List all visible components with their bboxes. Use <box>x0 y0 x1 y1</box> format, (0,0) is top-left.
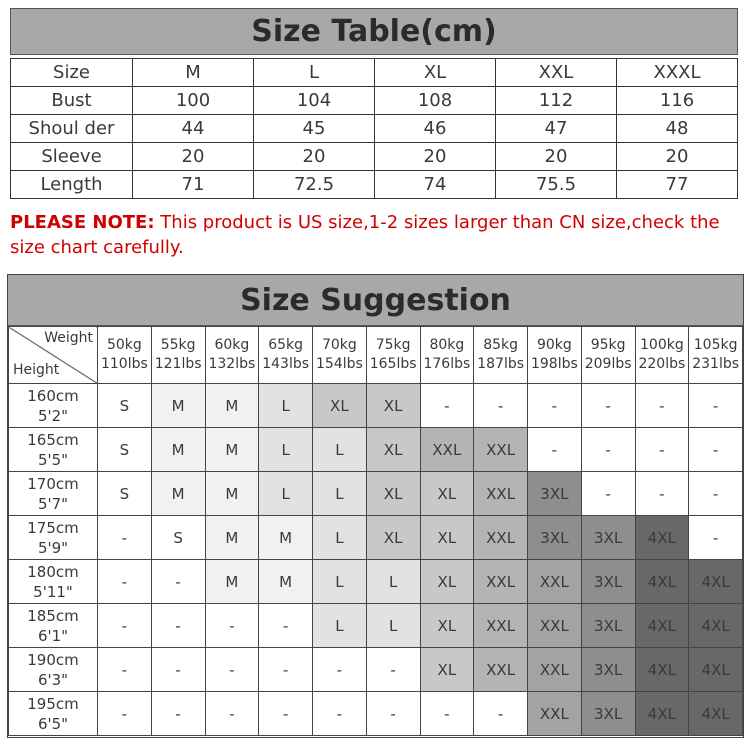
size-table-row <box>11 143 738 171</box>
size-suggestion-cell: M <box>259 516 313 560</box>
size-suggestion-cell: 4XL <box>689 692 743 736</box>
size-table-title: Size Table(cm) <box>10 8 738 55</box>
size-suggestion-cell: - <box>151 648 205 692</box>
weight-lbs: 143lbs <box>262 356 310 372</box>
note-label: PLEASE NOTE: <box>10 212 155 233</box>
size-table-cell: 108 <box>375 87 496 115</box>
size-table-row-label: Size <box>11 59 133 87</box>
size-suggestion-cell: - <box>581 428 635 472</box>
size-suggestion-cell: - <box>151 604 205 648</box>
size-suggestion-cell: 4XL <box>689 560 743 604</box>
size-suggestion-cell: M <box>205 472 259 516</box>
size-suggestion-cell: 3XL <box>528 472 582 516</box>
size-suggestion-cell: XL <box>420 604 474 648</box>
size-suggestion-cell: L <box>313 604 367 648</box>
size-suggestion-cell: - <box>689 384 743 428</box>
size-suggestion-cell: XL <box>420 472 474 516</box>
size-suggestion-cell: L <box>313 560 367 604</box>
size-suggestion-cell: XL <box>366 384 420 428</box>
size-suggestion-cell: XXL <box>474 472 528 516</box>
weight-header-row <box>9 327 743 384</box>
height-ft: 5'5" <box>37 450 69 469</box>
size-suggestion-cell: L <box>313 428 367 472</box>
weight-header-cell <box>420 327 474 384</box>
height-cm: 165cm <box>27 430 79 449</box>
size-suggestion-cell: - <box>151 560 205 604</box>
weight-lbs: 121lbs <box>154 356 202 372</box>
size-suggestion-cell: XL <box>420 560 474 604</box>
size-suggestion-cell: 4XL <box>689 648 743 692</box>
height-ft: 5'7" <box>37 494 69 513</box>
weight-lbs: 132lbs <box>208 356 256 372</box>
size-suggestion-cell: 4XL <box>635 604 689 648</box>
size-suggestion-title: Size Suggestion <box>8 275 743 326</box>
size-suggestion-cell: 4XL <box>635 648 689 692</box>
height-cell <box>9 604 98 648</box>
weight-lbs: 209lbs <box>584 356 632 372</box>
size-suggestion-cell: - <box>689 472 743 516</box>
height-row <box>9 472 743 516</box>
weight-header-cell <box>366 327 420 384</box>
size-suggestion-cell: 3XL <box>581 560 635 604</box>
size-table-row-label: Length <box>11 171 133 199</box>
weight-kg: 105kg <box>693 337 738 353</box>
size-suggestion-cell: XXL <box>474 648 528 692</box>
size-table-cell: 46 <box>375 115 496 143</box>
size-suggestion-cell: XL <box>366 472 420 516</box>
size-table-cell: 20 <box>133 143 254 171</box>
size-suggestion-cell: M <box>205 560 259 604</box>
size-suggestion-cell: XXL <box>420 428 474 472</box>
size-suggestion-cell: 3XL <box>581 604 635 648</box>
size-table-cell: 48 <box>617 115 738 143</box>
note-text: This product is US size,1-2 sizes larger than CN size,check the size chart carefully. <box>10 212 720 258</box>
weight-lbs: 187lbs <box>477 356 525 372</box>
height-ft: 6'5" <box>37 714 69 733</box>
size-suggestion-cell: M <box>205 384 259 428</box>
weight-lbs: 220lbs <box>638 356 686 372</box>
height-ft: 5'2" <box>37 406 69 425</box>
size-table-row <box>11 87 738 115</box>
size-suggestion-cell: - <box>474 384 528 428</box>
size-suggestion-cell: S <box>98 472 152 516</box>
size-suggestion-cell: XL <box>420 648 474 692</box>
size-table-row <box>11 115 738 143</box>
size-suggestion-cell: XL <box>313 384 367 428</box>
size-table-cell: 20 <box>254 143 375 171</box>
weight-lbs: 176lbs <box>423 356 471 372</box>
size-table-cell: 74 <box>375 171 496 199</box>
weight-header-cell <box>98 327 152 384</box>
size-suggestion-cell: - <box>205 648 259 692</box>
size-table-cell: 44 <box>133 115 254 143</box>
size-table-cell: L <box>254 59 375 87</box>
size-suggestion-cell: L <box>259 428 313 472</box>
size-suggestion-panel <box>7 274 744 738</box>
height-cell <box>9 384 98 428</box>
size-table-cell: 47 <box>496 115 617 143</box>
size-suggestion-cell: - <box>420 384 474 428</box>
height-cm: 170cm <box>27 474 79 493</box>
height-cm: 195cm <box>27 694 79 713</box>
height-cm: 190cm <box>27 650 79 669</box>
size-suggestion-cell: XL <box>366 428 420 472</box>
size-suggestion-cell: - <box>635 384 689 428</box>
size-suggestion-cell: 4XL <box>689 604 743 648</box>
size-suggestion-cell: M <box>205 428 259 472</box>
size-table-cell: 72.5 <box>254 171 375 199</box>
size-suggestion-cell: - <box>205 604 259 648</box>
size-table-cell: 45 <box>254 115 375 143</box>
weight-kg: 65kg <box>268 337 304 353</box>
size-suggestion-cell: XXL <box>474 516 528 560</box>
size-suggestion-cell: - <box>98 604 152 648</box>
weight-kg: 90kg <box>536 337 572 353</box>
size-note <box>10 210 740 260</box>
weight-lbs: 165lbs <box>369 356 417 372</box>
weight-header-cell <box>689 327 743 384</box>
size-suggestion-cell: XXL <box>528 692 582 736</box>
height-ft: 6'1" <box>37 626 69 645</box>
size-suggestion-cell: XXL <box>474 604 528 648</box>
size-suggestion-cell: S <box>151 516 205 560</box>
height-row <box>9 516 743 560</box>
size-suggestion-cell: M <box>259 560 313 604</box>
size-table-row-label: Sleeve <box>11 143 133 171</box>
size-suggestion-cell: 3XL <box>581 516 635 560</box>
weight-header-cell <box>474 327 528 384</box>
size-suggestion-cell: - <box>366 648 420 692</box>
size-suggestion-cell: M <box>151 428 205 472</box>
weight-lbs: 110lbs <box>100 356 148 372</box>
size-suggestion-cell: 3XL <box>528 516 582 560</box>
weight-kg: 70kg <box>321 337 357 353</box>
size-suggestion-cell: - <box>313 692 367 736</box>
size-suggestion-cell: - <box>689 516 743 560</box>
size-suggestion-cell: L <box>313 516 367 560</box>
size-suggestion-cell: - <box>420 692 474 736</box>
weight-kg: 60kg <box>214 337 250 353</box>
weight-header-cell <box>205 327 259 384</box>
size-suggestion-cell: L <box>313 472 367 516</box>
size-table-row-label: Shoul der <box>11 115 133 143</box>
size-table-cell: 20 <box>617 143 738 171</box>
size-suggestion-cell: L <box>366 604 420 648</box>
weight-kg: 85kg <box>483 337 519 353</box>
size-table-cell: 20 <box>375 143 496 171</box>
size-suggestion-cell: - <box>259 692 313 736</box>
weight-header-cell <box>259 327 313 384</box>
weight-header-cell <box>151 327 205 384</box>
size-table <box>10 58 738 199</box>
size-suggestion-cell: 3XL <box>581 648 635 692</box>
size-table-cell: 100 <box>133 87 254 115</box>
size-suggestion-cell: XL <box>366 516 420 560</box>
height-row <box>9 692 743 736</box>
size-table-cell: M <box>133 59 254 87</box>
weight-header-cell <box>635 327 689 384</box>
height-row <box>9 384 743 428</box>
size-suggestion-cell: 4XL <box>635 516 689 560</box>
height-cell <box>9 560 98 604</box>
height-ft: 5'9" <box>37 538 69 557</box>
size-table-cell: 112 <box>496 87 617 115</box>
size-suggestion-cell: L <box>259 384 313 428</box>
size-table-cell: 20 <box>496 143 617 171</box>
size-suggestion-cell: - <box>689 428 743 472</box>
weight-header-cell <box>313 327 367 384</box>
height-row <box>9 428 743 472</box>
size-suggestion-cell: - <box>98 692 152 736</box>
height-cm: 185cm <box>27 606 79 625</box>
size-suggestion-cell: 3XL <box>581 692 635 736</box>
size-suggestion-cell: - <box>581 472 635 516</box>
height-ft: 5'11" <box>33 582 73 601</box>
weight-lbs: 154lbs <box>315 356 363 372</box>
size-suggestion-cell: - <box>635 472 689 516</box>
size-suggestion-cell: XXL <box>528 648 582 692</box>
size-suggestion-cell: 4XL <box>635 692 689 736</box>
size-suggestion-cell: - <box>259 648 313 692</box>
size-suggestion-cell: - <box>313 648 367 692</box>
weight-kg: 75kg <box>375 337 411 353</box>
size-suggestion-cell: L <box>259 472 313 516</box>
height-cm: 160cm <box>27 386 79 405</box>
weight-header-cell <box>528 327 582 384</box>
size-suggestion-cell: - <box>581 384 635 428</box>
weight-kg: 95kg <box>590 337 626 353</box>
height-cell <box>9 648 98 692</box>
height-row <box>9 648 743 692</box>
size-suggestion-cell: S <box>98 428 152 472</box>
size-suggestion-cell: - <box>98 560 152 604</box>
size-table-row <box>11 59 738 87</box>
size-suggestion-cell: M <box>205 516 259 560</box>
size-table-cell: XXL <box>496 59 617 87</box>
size-table-cell: XXXL <box>617 59 738 87</box>
size-suggestion-cell: - <box>528 384 582 428</box>
size-suggestion-cell: M <box>151 472 205 516</box>
size-suggestion-cell: XL <box>420 516 474 560</box>
size-table-row-label: Bust <box>11 87 133 115</box>
size-suggestion-cell: - <box>98 516 152 560</box>
size-table-row <box>11 171 738 199</box>
size-suggestion-cell: XXL <box>528 560 582 604</box>
height-row <box>9 560 743 604</box>
weight-header-cell <box>581 327 635 384</box>
height-label: Height <box>13 362 60 378</box>
height-cm: 180cm <box>27 562 79 581</box>
size-suggestion-cell: - <box>259 604 313 648</box>
size-table-cell: XL <box>375 59 496 87</box>
weight-lbs: 198lbs <box>530 356 578 372</box>
weight-kg: 55kg <box>160 337 196 353</box>
size-suggestion-cell: S <box>98 384 152 428</box>
size-suggestion-table <box>8 326 743 736</box>
weight-height-corner <box>9 327 98 384</box>
height-cell <box>9 472 98 516</box>
size-table-cell: 77 <box>617 171 738 199</box>
size-suggestion-cell: - <box>528 428 582 472</box>
size-suggestion-cell: L <box>366 560 420 604</box>
size-suggestion-cell: XXL <box>474 428 528 472</box>
size-suggestion-cell: - <box>205 692 259 736</box>
weight-kg: 50kg <box>106 337 142 353</box>
weight-lbs: 231lbs <box>692 356 740 372</box>
size-suggestion-cell: - <box>98 648 152 692</box>
height-cm: 175cm <box>27 518 79 537</box>
weight-kg: 80kg <box>429 337 465 353</box>
size-suggestion-cell: 4XL <box>635 560 689 604</box>
size-suggestion-cell: - <box>635 428 689 472</box>
size-suggestion-cell: XXL <box>528 604 582 648</box>
size-table-cell: 71 <box>133 171 254 199</box>
height-cell <box>9 428 98 472</box>
size-table-cell: 116 <box>617 87 738 115</box>
size-suggestion-cell: - <box>474 692 528 736</box>
size-table-cell: 75.5 <box>496 171 617 199</box>
size-suggestion-cell: - <box>151 692 205 736</box>
weight-label: Weight <box>44 330 93 346</box>
height-cell <box>9 692 98 736</box>
size-suggestion-cell: M <box>151 384 205 428</box>
size-suggestion-cell: - <box>366 692 420 736</box>
height-ft: 6'3" <box>37 670 69 689</box>
height-row <box>9 604 743 648</box>
weight-kg: 100kg <box>640 337 684 353</box>
height-cell <box>9 516 98 560</box>
size-table-cell: 104 <box>254 87 375 115</box>
size-suggestion-cell: XXL <box>474 560 528 604</box>
